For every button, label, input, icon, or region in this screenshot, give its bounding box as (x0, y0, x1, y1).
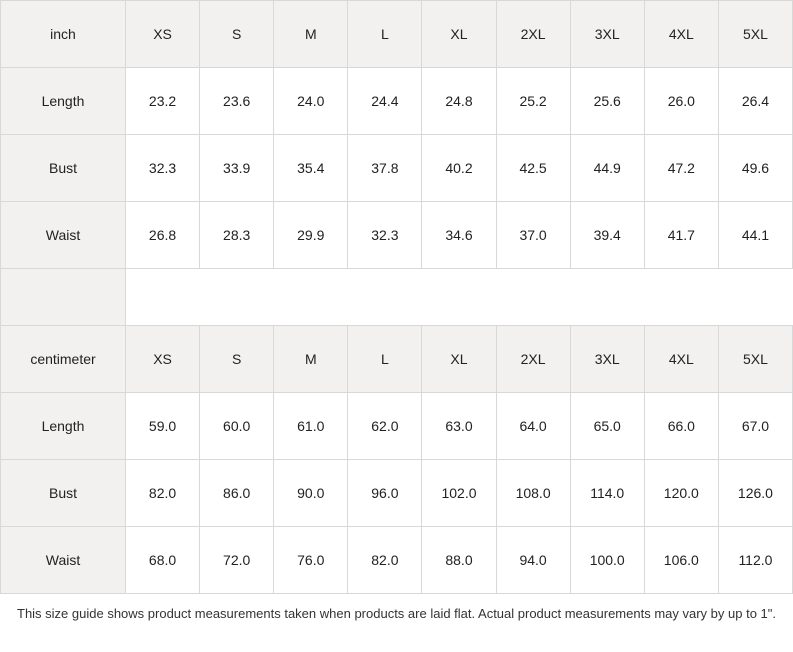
cell-length-2xl-cm: 64.0 (496, 393, 570, 460)
cell-bust-xs-inch: 32.3 (126, 135, 200, 202)
cell-waist-s-inch: 28.3 (200, 202, 274, 269)
unit-label-centimeter: centimeter (1, 326, 126, 393)
column-header-m-cm: M (274, 326, 348, 393)
cell-bust-3xl-inch: 44.9 (570, 135, 644, 202)
cell-bust-5xl-cm: 126.0 (718, 460, 792, 527)
table-row (1, 460, 793, 527)
cell-length-m-inch: 24.0 (274, 68, 348, 135)
cell-length-4xl-inch: 26.0 (644, 68, 718, 135)
cell-bust-4xl-cm: 120.0 (644, 460, 718, 527)
cell-waist-s-cm: 72.0 (200, 527, 274, 594)
cell-waist-2xl-inch: 37.0 (496, 202, 570, 269)
table-row (1, 68, 793, 135)
cell-waist-5xl-cm: 112.0 (718, 527, 792, 594)
column-header-m: M (274, 1, 348, 68)
cell-waist-l-cm: 82.0 (348, 527, 422, 594)
row-label-length-inch: Length (1, 68, 126, 135)
column-header-5xl-cm: 5XL (718, 326, 792, 393)
column-header-3xl-cm: 3XL (570, 326, 644, 393)
column-header-l-cm: L (348, 326, 422, 393)
cell-length-xs-cm: 59.0 (126, 393, 200, 460)
cell-bust-2xl-cm: 108.0 (496, 460, 570, 527)
cell-waist-2xl-cm: 94.0 (496, 527, 570, 594)
column-header-2xl-cm: 2XL (496, 326, 570, 393)
row-label-bust-cm: Bust (1, 460, 126, 527)
spacer-cell (274, 269, 348, 326)
cell-length-5xl-inch: 26.4 (718, 68, 792, 135)
cell-bust-xs-cm: 82.0 (126, 460, 200, 527)
spacer-cell (422, 269, 496, 326)
cell-waist-l-inch: 32.3 (348, 202, 422, 269)
column-header-s-cm: S (200, 326, 274, 393)
cell-length-s-cm: 60.0 (200, 393, 274, 460)
cell-bust-s-inch: 33.9 (200, 135, 274, 202)
table-header-row-inch (1, 1, 793, 68)
cell-bust-4xl-inch: 47.2 (644, 135, 718, 202)
cell-length-3xl-cm: 65.0 (570, 393, 644, 460)
cell-bust-s-cm: 86.0 (200, 460, 274, 527)
cell-bust-m-inch: 35.4 (274, 135, 348, 202)
cell-length-5xl-cm: 67.0 (718, 393, 792, 460)
cell-length-xs-inch: 23.2 (126, 68, 200, 135)
table-spacer-row (1, 269, 793, 326)
cell-waist-xs-cm: 68.0 (126, 527, 200, 594)
cell-bust-3xl-cm: 114.0 (570, 460, 644, 527)
table-row (1, 202, 793, 269)
cell-waist-3xl-cm: 100.0 (570, 527, 644, 594)
table-header-row-centimeter (1, 326, 793, 393)
column-header-xs: XS (126, 1, 200, 68)
cell-bust-m-cm: 90.0 (274, 460, 348, 527)
cell-bust-l-inch: 37.8 (348, 135, 422, 202)
cell-length-l-inch: 24.4 (348, 68, 422, 135)
spacer-cell (570, 269, 644, 326)
column-header-xs-cm: XS (126, 326, 200, 393)
cell-length-2xl-inch: 25.2 (496, 68, 570, 135)
cell-bust-2xl-inch: 42.5 (496, 135, 570, 202)
cell-waist-m-cm: 76.0 (274, 527, 348, 594)
row-label-length-cm: Length (1, 393, 126, 460)
column-header-4xl-cm: 4XL (644, 326, 718, 393)
column-header-5xl: 5XL (718, 1, 792, 68)
table-row (1, 393, 793, 460)
size-guide-footnote: This size guide shows product measurements taken when products are laid flat. Actual product measurements may vary by up to 1". (17, 606, 776, 621)
column-header-3xl: 3XL (570, 1, 644, 68)
cell-waist-3xl-inch: 39.4 (570, 202, 644, 269)
spacer-cell (200, 269, 274, 326)
column-header-l: L (348, 1, 422, 68)
cell-waist-xl-cm: 88.0 (422, 527, 496, 594)
unit-label-inch: inch (1, 1, 126, 68)
spacer-cell (496, 269, 570, 326)
cell-waist-xl-inch: 34.6 (422, 202, 496, 269)
cell-length-m-cm: 61.0 (274, 393, 348, 460)
cell-length-3xl-inch: 25.6 (570, 68, 644, 135)
cell-waist-5xl-inch: 44.1 (718, 202, 792, 269)
spacer-cell (718, 269, 792, 326)
cell-bust-xl-inch: 40.2 (422, 135, 496, 202)
column-header-4xl: 4XL (644, 1, 718, 68)
cell-waist-4xl-cm: 106.0 (644, 527, 718, 594)
cell-length-s-inch: 23.6 (200, 68, 274, 135)
cell-length-xl-inch: 24.8 (422, 68, 496, 135)
column-header-2xl: 2XL (496, 1, 570, 68)
spacer-rowhead (1, 269, 126, 326)
spacer-cell (126, 269, 200, 326)
column-header-xl-cm: XL (422, 326, 496, 393)
cell-length-4xl-cm: 66.0 (644, 393, 718, 460)
table-row (1, 135, 793, 202)
spacer-cell (644, 269, 718, 326)
row-label-waist-cm: Waist (1, 527, 126, 594)
cell-bust-5xl-inch: 49.6 (718, 135, 792, 202)
row-label-bust-inch: Bust (1, 135, 126, 202)
row-label-waist-inch: Waist (1, 202, 126, 269)
cell-bust-xl-cm: 102.0 (422, 460, 496, 527)
cell-length-xl-cm: 63.0 (422, 393, 496, 460)
column-header-s: S (200, 1, 274, 68)
cell-waist-4xl-inch: 41.7 (644, 202, 718, 269)
cell-bust-l-cm: 96.0 (348, 460, 422, 527)
column-header-xl: XL (422, 1, 496, 68)
cell-length-l-cm: 62.0 (348, 393, 422, 460)
cell-waist-xs-inch: 26.8 (126, 202, 200, 269)
spacer-cell (348, 269, 422, 326)
cell-waist-m-inch: 29.9 (274, 202, 348, 269)
table-row (1, 527, 793, 594)
